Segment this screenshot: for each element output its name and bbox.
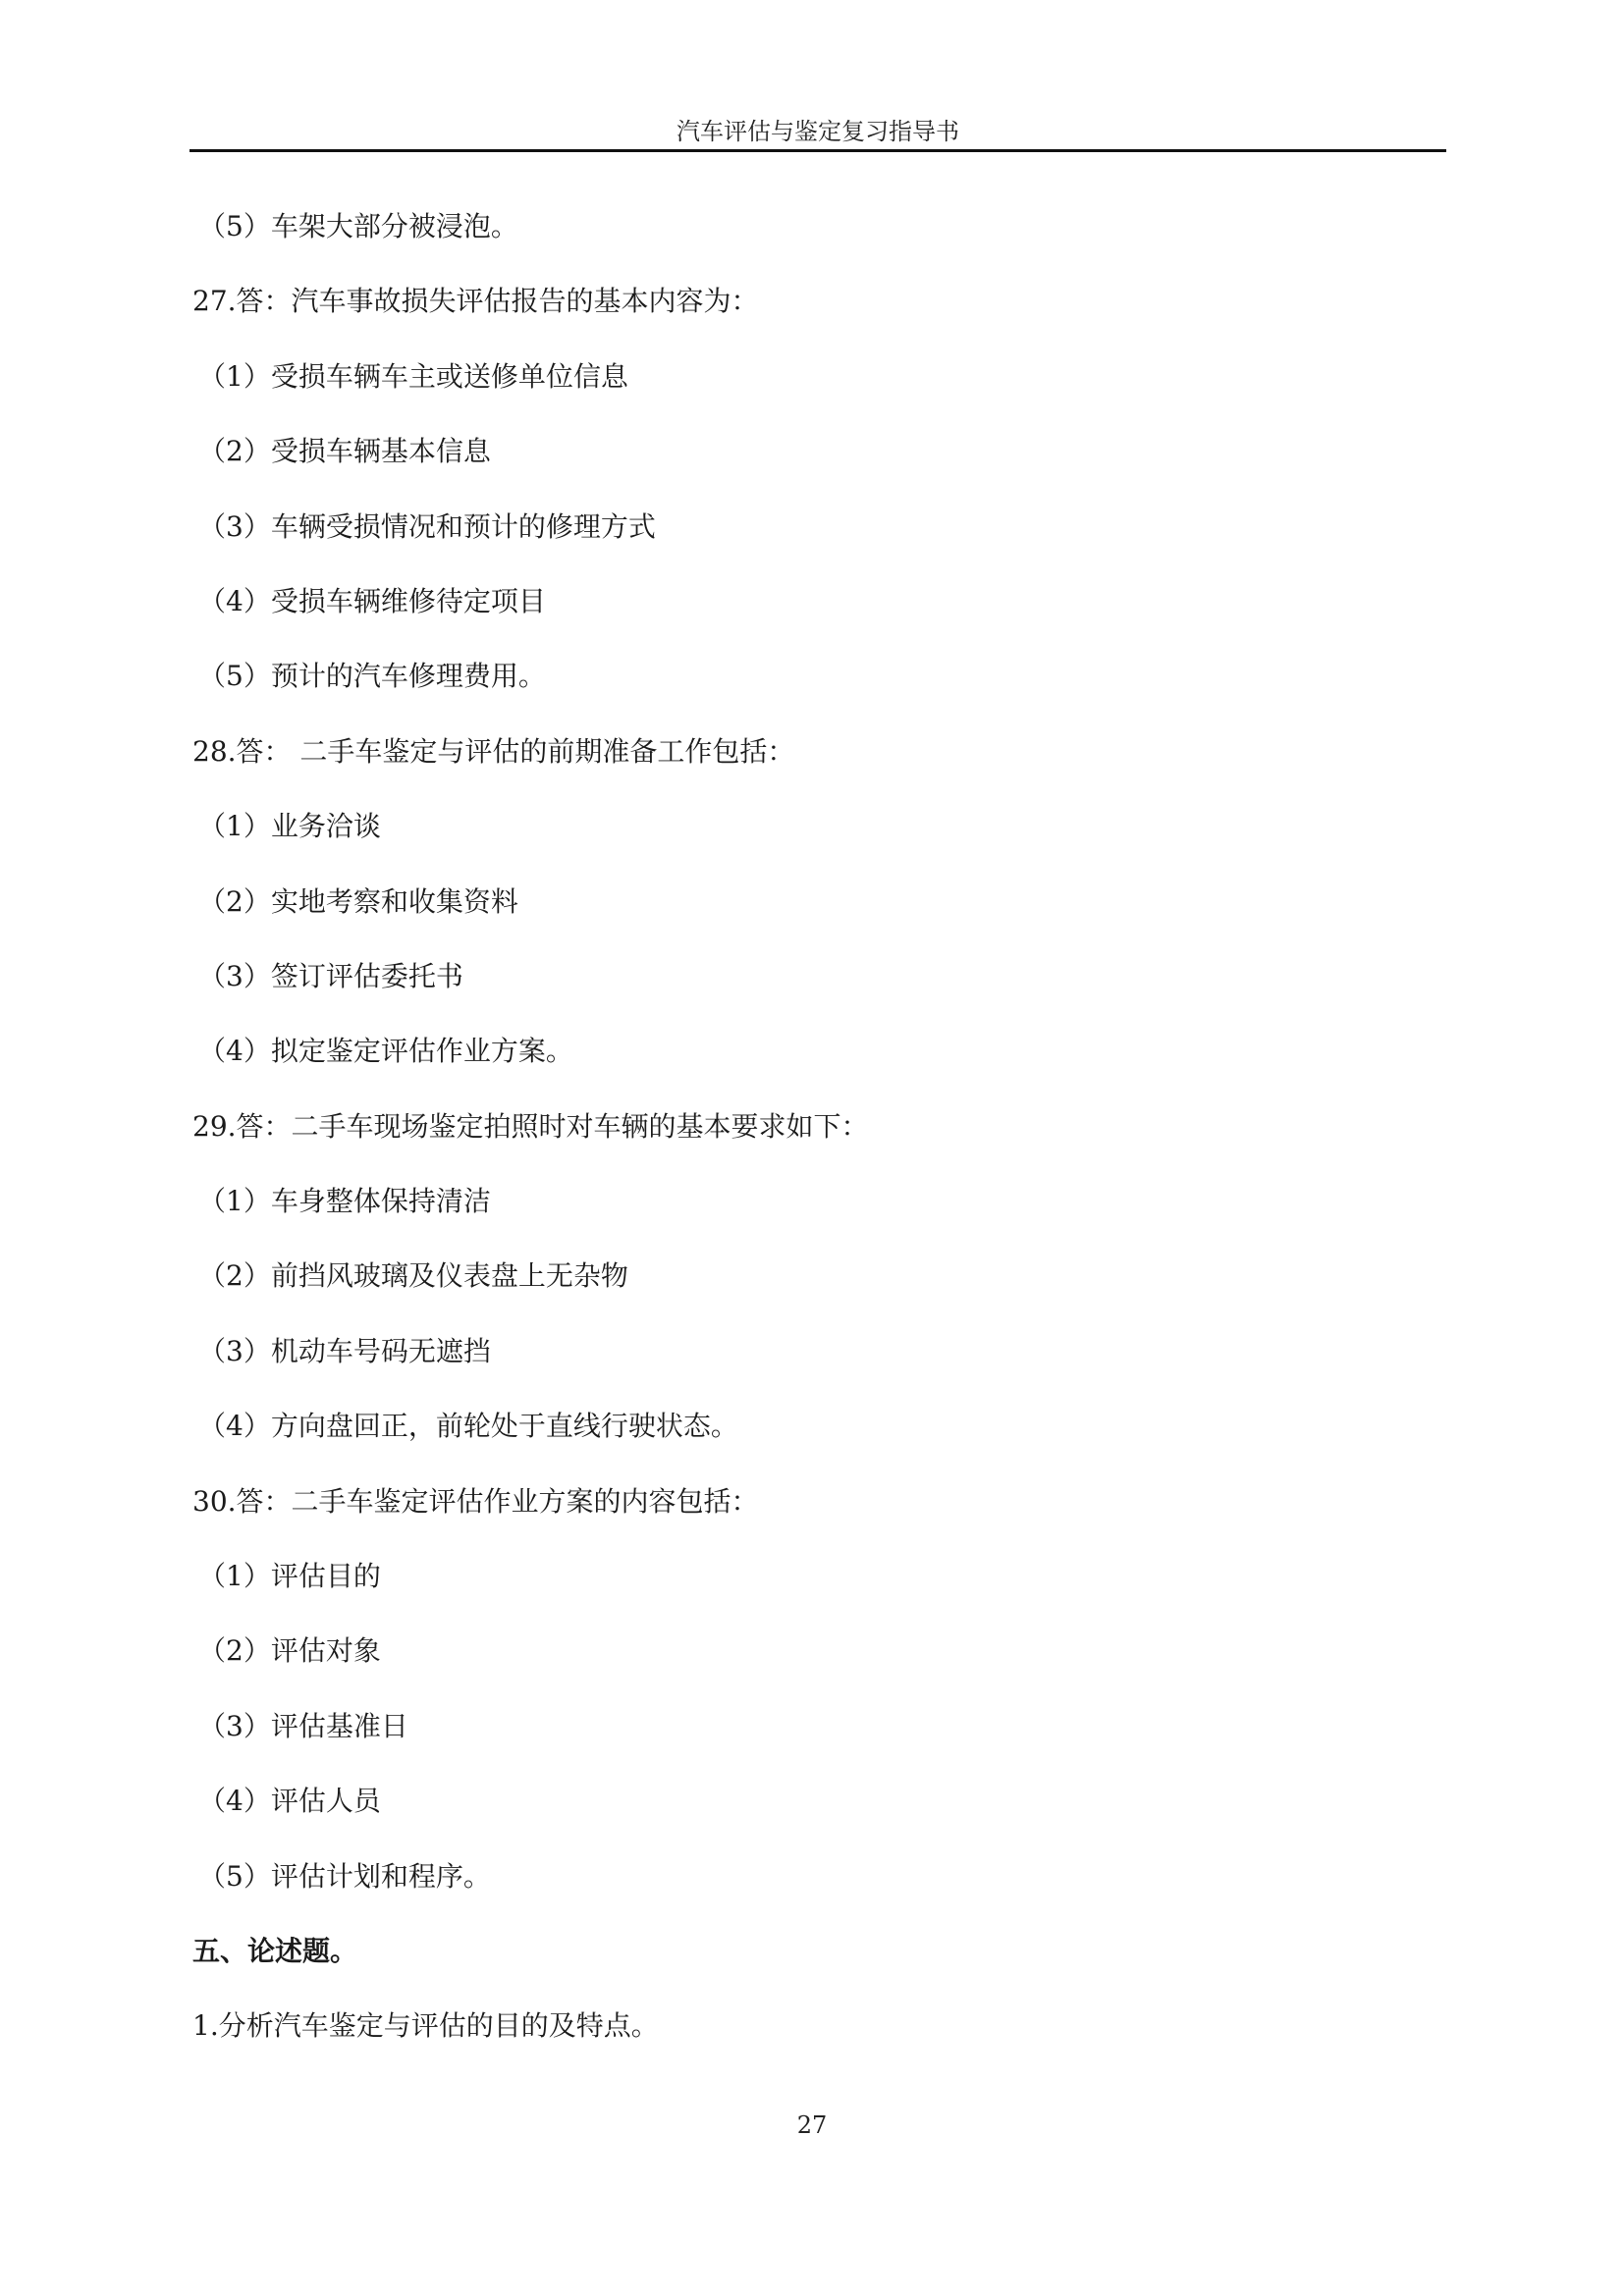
answer-item: （2）实地考察和收集资料 bbox=[198, 884, 518, 918]
section-heading-essay: 五、论述题。 bbox=[192, 1934, 358, 1967]
answer-item: （2）受损车辆基本信息 bbox=[198, 435, 491, 468]
answer-item: （4）方向盘回正，前轮处于直线行驶状态。 bbox=[198, 1410, 738, 1443]
answer-item: （5）车架大部分被浸泡。 bbox=[198, 210, 518, 242]
answer-item: （2）前挡风玻璃及仪表盘上无杂物 bbox=[198, 1259, 628, 1293]
answer-item: （3）车辆受损情况和预计的修理方式 bbox=[198, 509, 656, 543]
header-divider bbox=[189, 149, 1446, 152]
answer-item: （1）车身整体保持清洁 bbox=[198, 1185, 491, 1218]
answer-item: （1）业务洽谈 bbox=[198, 810, 381, 843]
answer-heading-29: 29.答：二手车现场鉴定拍照时对车辆的基本要求如下： bbox=[192, 1109, 869, 1143]
running-header: 汽车评估与鉴定复习指导书 bbox=[677, 118, 959, 145]
page-body bbox=[192, 201, 1439, 2076]
answer-item: （3）签订评估委托书 bbox=[198, 959, 463, 992]
answer-item: （5）评估计划和程序。 bbox=[198, 1859, 491, 1893]
page-number: 27 bbox=[796, 2111, 828, 2139]
answer-item: （4）拟定鉴定评估作业方案。 bbox=[198, 1035, 573, 1068]
answer-heading-28: 28.答： 二手车鉴定与评估的前期准备工作包括： bbox=[192, 734, 795, 768]
answer-item: （2）评估对象 bbox=[198, 1634, 381, 1668]
answer-item: （5）预计的汽车修理费用。 bbox=[198, 660, 546, 693]
answer-item: （4）评估人员 bbox=[198, 1785, 381, 1818]
answer-item: （3）评估基准日 bbox=[198, 1709, 408, 1742]
answer-item: （1）评估目的 bbox=[198, 1560, 381, 1593]
answer-heading-27: 27.答：汽车事故损失评估报告的基本内容为： bbox=[192, 285, 759, 318]
essay-question-1: 1.分析汽车鉴定与评估的目的及特点。 bbox=[192, 2009, 659, 2043]
answer-heading-30: 30.答：二手车鉴定评估作业方案的内容包括： bbox=[192, 1484, 759, 1518]
answer-item: （1）受损车辆车主或送修单位信息 bbox=[198, 359, 628, 393]
answer-item: （4）受损车辆维修待定项目 bbox=[198, 584, 546, 617]
answer-item: （3）机动车号码无遮挡 bbox=[198, 1334, 491, 1367]
